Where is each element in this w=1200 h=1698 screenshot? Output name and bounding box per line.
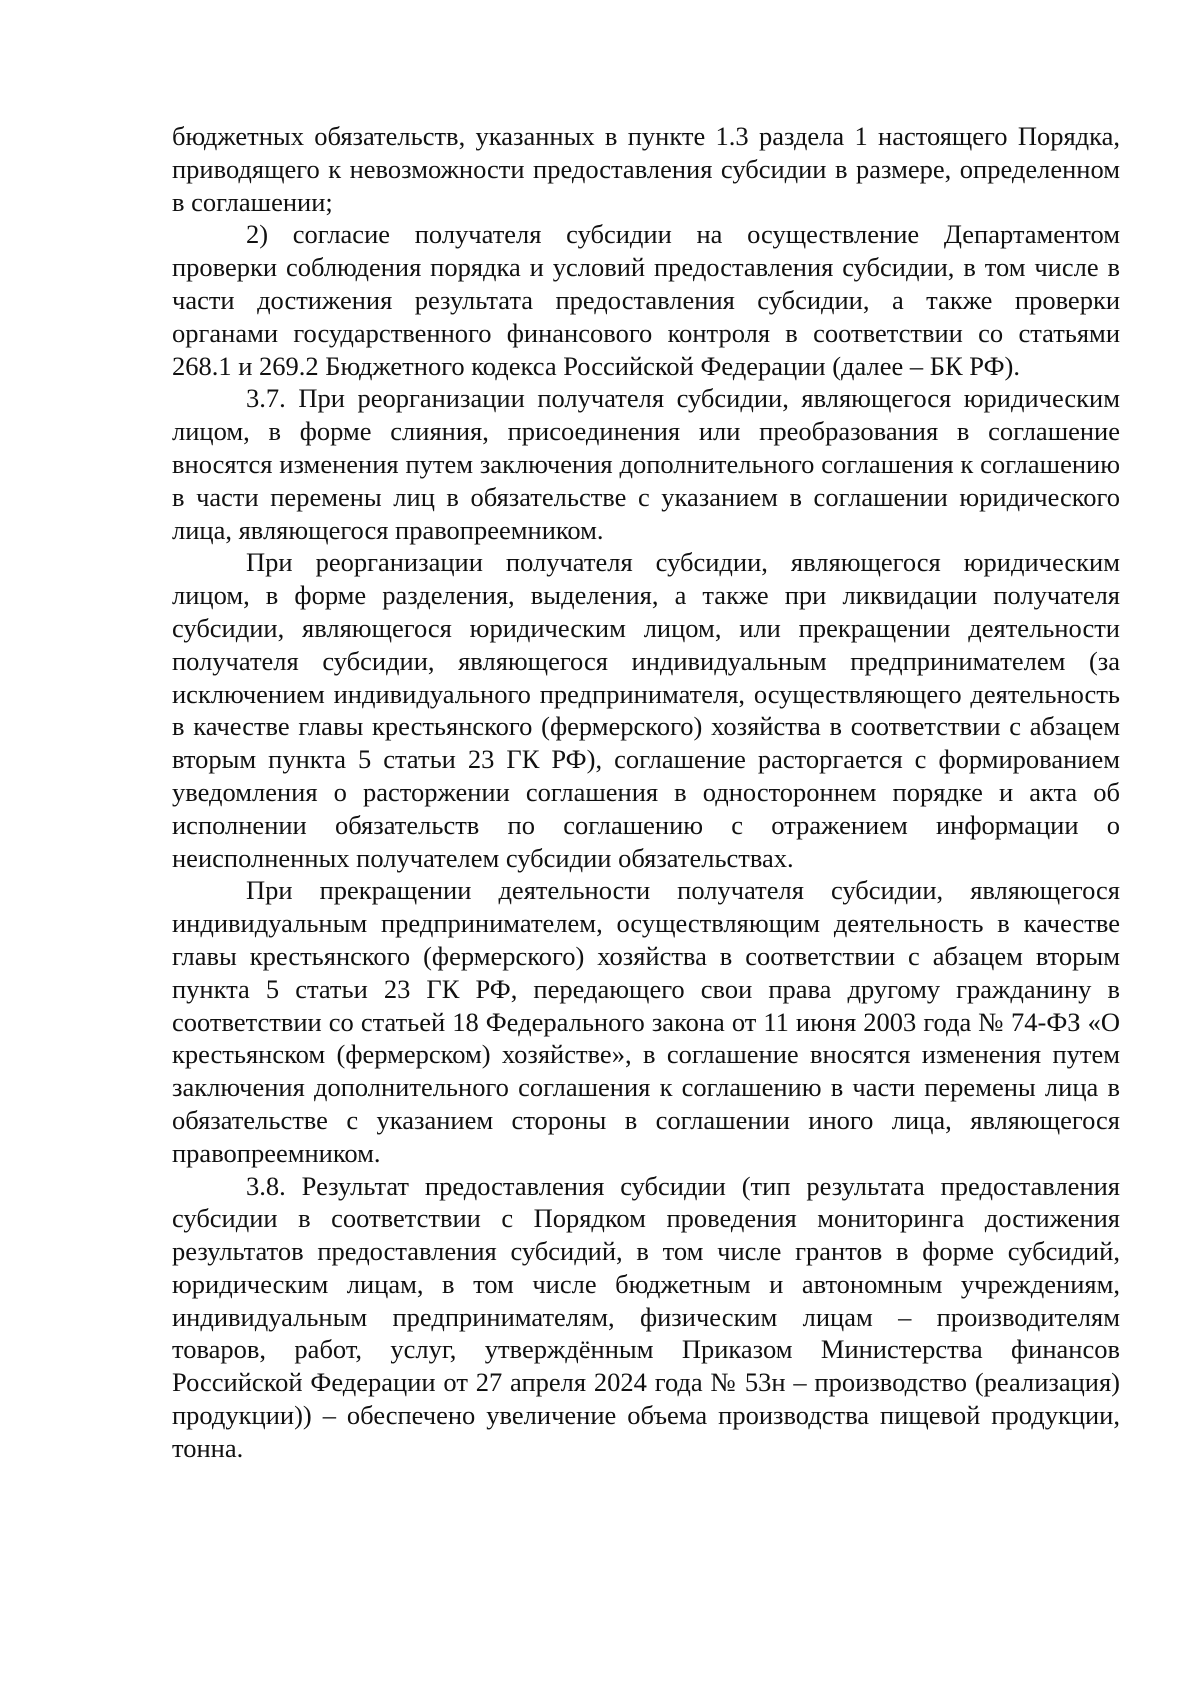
- paragraph-continuation: бюджетных обязательств, указанных в пункте 1.3 раздела 1 настоящего Порядка, приводящего к невозможности предоставления субсидии в размере, определенном в соглашении;: [172, 121, 1120, 217]
- paragraph-section-3-8: 3.8. Результат предоставления субсидии (тип результата предоставления субсидии в соответствии с Порядком проведения мониторинга достижения результатов предоставления субсидий, в том числе грантов в форме субсидий, юридическим лицам, в том числе бюджетным и автономным учреждениям, индивидуальным предпринимателям, физическим лицам – производителям товаров, работ, услуг, утверждённым Приказом Министерства финансов Российской Федерации от 27 апреля 2024 года № 53н – производство (реализация) продукции)) – обеспечено увеличение объема производства пищевой продукции, тонна.: [172, 1170, 1120, 1463]
- paragraph-farm-head-termination: При прекращении деятельности получателя субсидии, являющегося индивидуальным предпринимателем, осуществляющим деятельность в качестве главы крестьянского (фермерского) хозяйства в соответствии с абзацем вторым пункта 5 статьи 23 ГК РФ, передающего свои права другому гражданину в соответствии со статьей 18 Федерального закона от 11 июня 2003 года № 74-ФЗ «О крестьянском (фермерском) хозяйстве», в соглашение вносятся изменения путем заключения дополнительного соглашения к соглашению в части перемены лица в обязательстве с указанием стороны в соглашении иного лица, являющегося правопреемником.: [172, 875, 1120, 1168]
- paragraph-consent-item: 2) согласие получателя субсидии на осуществление Департаментом проверки соблюдения порядка и условий предоставления субсидии, в том числе в части достижения результата предоставления субсидии, а также проверки органами государственного финансового контроля в соответствии со статьями 268.1 и 269.2 Бюджетного кодекса Российской Федерации (далее – БК РФ).: [172, 219, 1120, 381]
- paragraph-section-3-7: 3.7. При реорганизации получателя субсидии, являющегося юридическим лицом, в форме слияния, присоединения или преобразования в соглашение вносятся изменения путем заключения дополнительного соглашения к соглашению в части перемены лиц в обязательстве с указанием в соглашении юридического лица, являющегося правопреемником.: [172, 383, 1120, 545]
- document-body: [172, 120, 1120, 1465]
- paragraph-reorganization-division: При реорганизации получателя субсидии, являющегося юридическим лицом, в форме разделения, выделения, а также при ликвидации получателя субсидии, являющегося юридическим лицом, или прекращении деятельности получателя субсидии, являющегося индивидуальным предпринимателем (за исключением индивидуального предпринимателя, осуществляющего деятельность в качестве главы крестьянского (фермерского) хозяйства в соответствии с абзацем вторым пункта 5 статьи 23 ГК РФ), соглашение расторгается с формированием уведомления о расторжении соглашения в одностороннем порядке и акта об исполнении обязательств по соглашению с отражением информации о неисполненных получателем субсидии обязательствах.: [172, 547, 1120, 873]
